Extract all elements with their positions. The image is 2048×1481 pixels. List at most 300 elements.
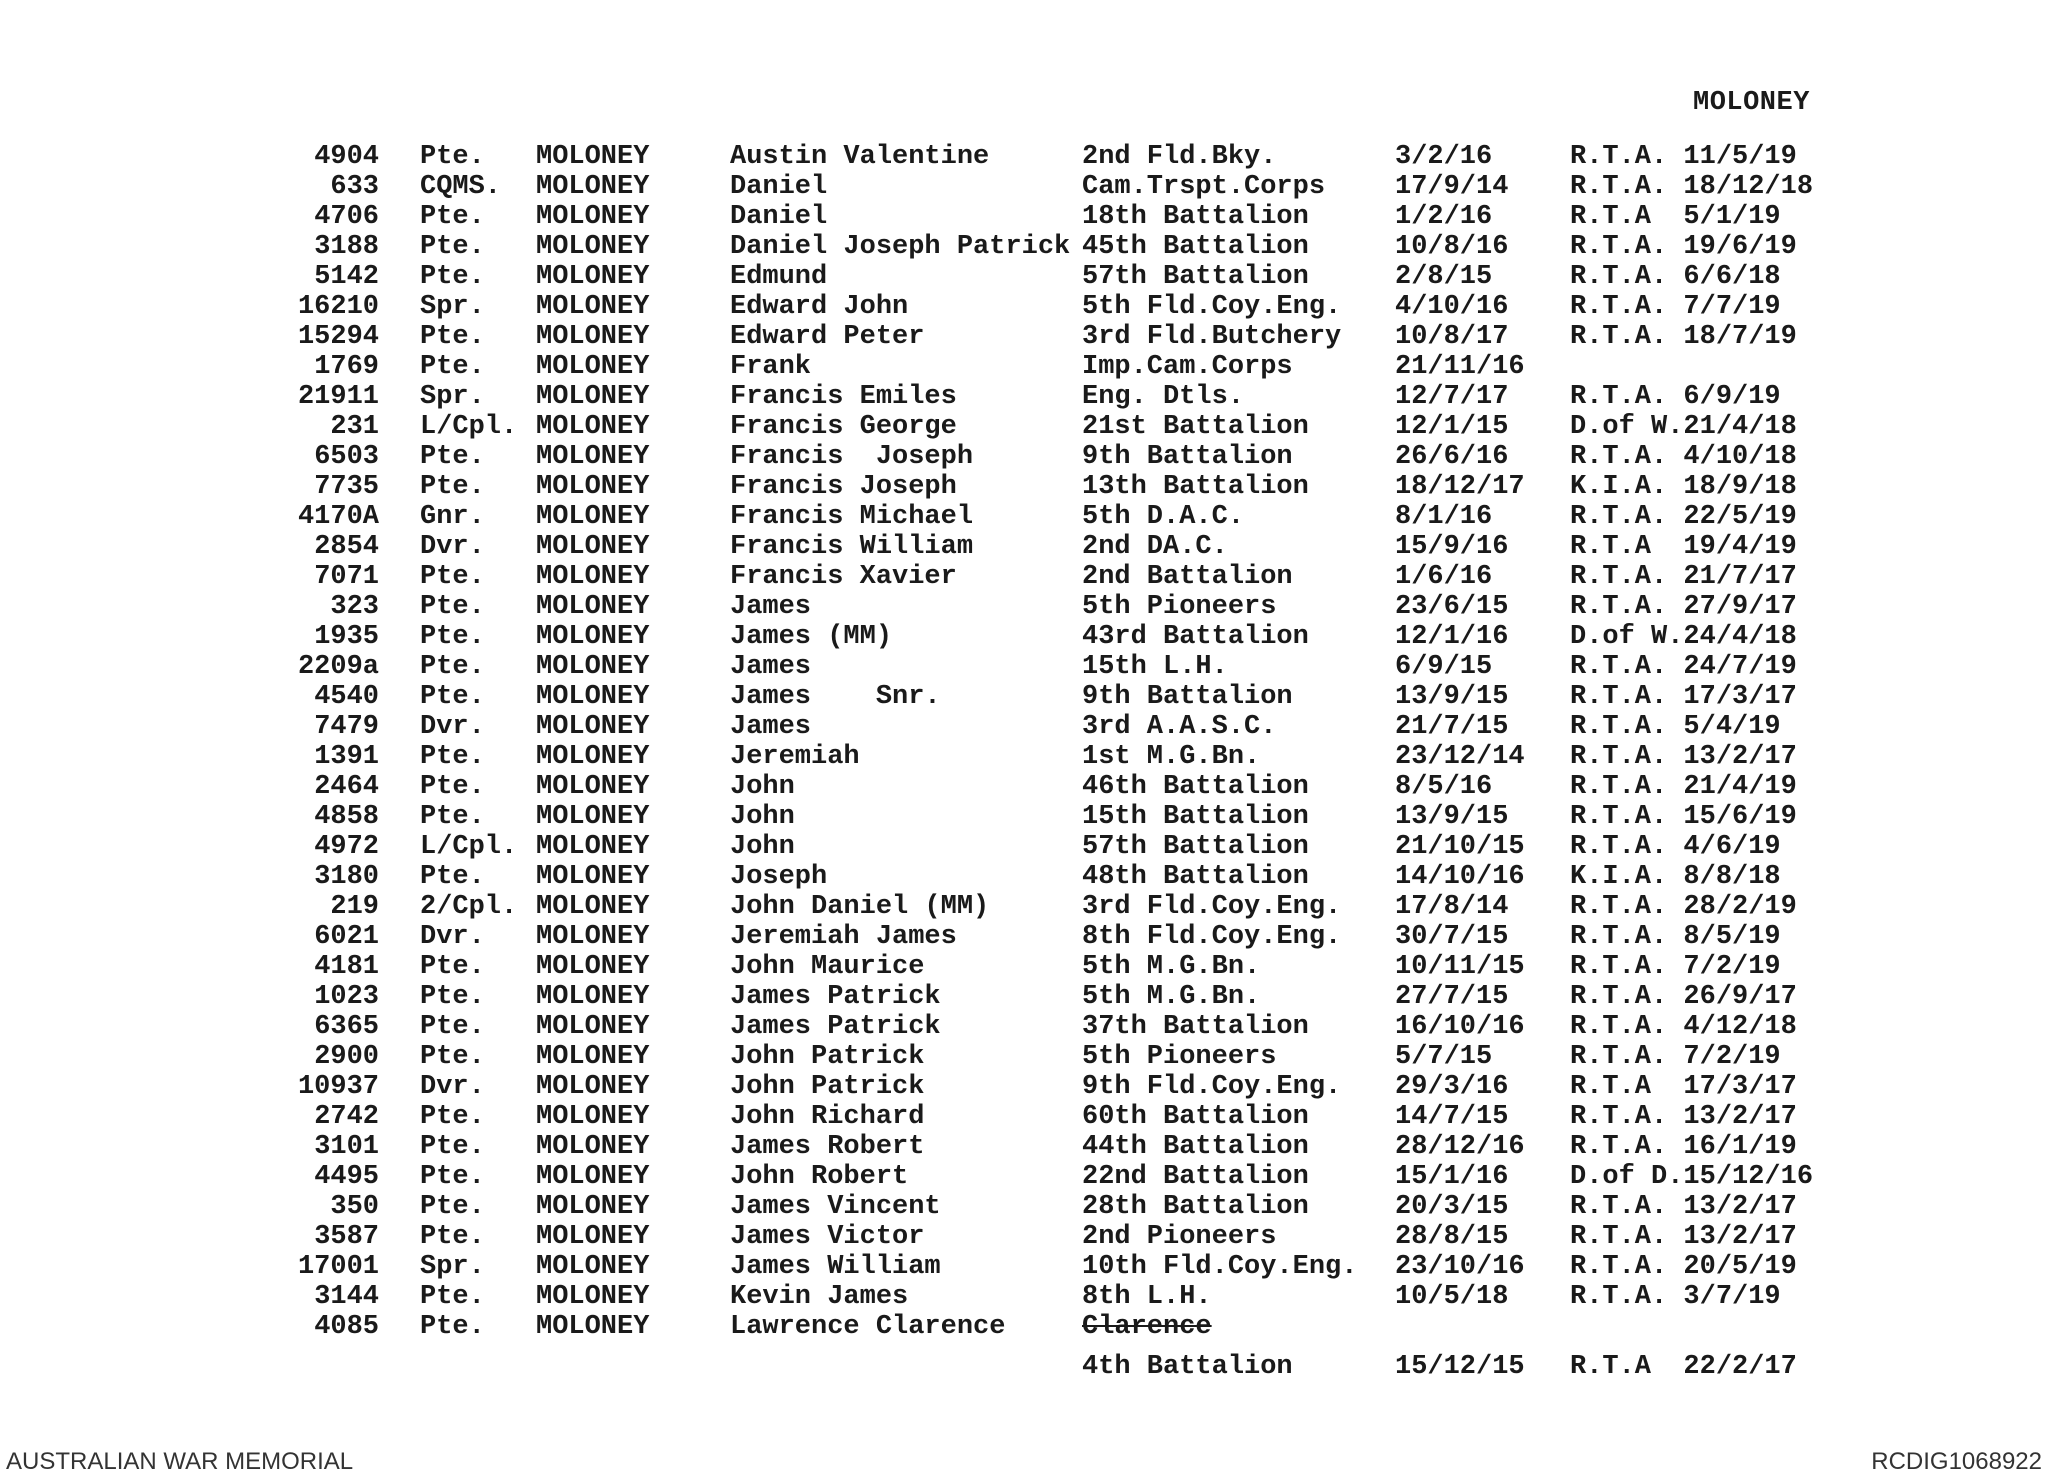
cell-unit: 3rd Fld.Butchery: [1082, 322, 1342, 352]
cell-unit: 48th Battalion: [1082, 862, 1309, 892]
cell-surname: MOLONEY: [536, 1192, 650, 1222]
cell-service-number: 4858: [314, 802, 379, 832]
table-row: [0, 1012, 2048, 1042]
cell-rank: Pte.: [420, 772, 485, 802]
cell-surname: MOLONEY: [536, 262, 650, 292]
table-row: [0, 922, 2048, 952]
cell-unit: 22nd Battalion: [1082, 1162, 1309, 1192]
cell-service-number: 4904: [314, 142, 379, 172]
cell-service-number: 2854: [314, 532, 379, 562]
cell-rank: CQMS.: [420, 172, 502, 202]
cell-surname: MOLONEY: [536, 472, 650, 502]
cell-fate: D.of W.21/4/18: [1570, 412, 1797, 442]
cell-given-names: John Richard: [730, 1102, 925, 1132]
cell-enlistment-date: 27/7/15: [1395, 982, 1509, 1012]
table-row: [0, 952, 2048, 982]
cell-enlistment-date: 10/8/16: [1395, 232, 1509, 262]
cell-service-number: 4972: [314, 832, 379, 862]
cell-service-number: 2464: [314, 772, 379, 802]
cell-unit: 5th M.G.Bn.: [1082, 982, 1261, 1012]
cell-fate: R.T.A. 7/7/19: [1570, 292, 1781, 322]
cell-unit: 3rd Fld.Coy.Eng.: [1082, 892, 1342, 922]
cell-surname: MOLONEY: [536, 172, 650, 202]
cell-surname: MOLONEY: [536, 1312, 650, 1342]
cell-service-number: 350: [330, 1192, 379, 1222]
cell-fate: R.T.A. 19/6/19: [1570, 232, 1797, 262]
cell-fate: R.T.A. 6/6/18: [1570, 262, 1781, 292]
cell-service-number: 7735: [314, 472, 379, 502]
table-row: [0, 1162, 2048, 1192]
cell-rank: Pte.: [420, 562, 485, 592]
cell-fate: R.T.A. 13/2/17: [1570, 1102, 1797, 1132]
cell-service-number: 16210: [297, 292, 379, 322]
cell-given-names: John Maurice: [730, 952, 925, 982]
cell-unit: 8th Fld.Coy.Eng.: [1082, 922, 1342, 952]
cell-given-names: John: [730, 772, 795, 802]
cell-enlistment-date: 16/10/16: [1395, 1012, 1525, 1042]
cell-service-number: 5142: [314, 262, 379, 292]
cell-enlistment-date: 29/3/16: [1395, 1072, 1509, 1102]
cell-given-names: John Robert: [730, 1162, 909, 1192]
cell-enlistment-date: 2/8/15: [1395, 262, 1493, 292]
cell-surname: MOLONEY: [536, 1162, 650, 1192]
cell-fate: R.T.A. 13/2/17: [1570, 1222, 1797, 1252]
cell-rank: Spr.: [420, 1252, 485, 1282]
cell-given-names: John: [730, 832, 795, 862]
cell-given-names: Francis William: [730, 532, 974, 562]
cell-rank: Pte.: [420, 442, 485, 472]
cell-given-names: Francis Xavier: [730, 562, 957, 592]
cell-surname: MOLONEY: [536, 922, 650, 952]
cell-surname: MOLONEY: [536, 652, 650, 682]
cell-surname: MOLONEY: [536, 1132, 650, 1162]
cell-fate: R.T.A. 13/2/17: [1570, 1192, 1797, 1222]
cell-enlistment-date: 12/7/17: [1395, 382, 1509, 412]
cell-unit: 18th Battalion: [1082, 202, 1309, 232]
cell-service-number: 21911: [297, 382, 379, 412]
cell-surname: MOLONEY: [536, 1282, 650, 1312]
cell-given-names: James: [730, 652, 812, 682]
cell-service-number: 4085: [314, 1312, 379, 1342]
table-row: [0, 982, 2048, 1012]
cell-given-names: Edmund: [730, 262, 828, 292]
cell-enlistment-date: 15/1/16: [1395, 1162, 1509, 1192]
table-row: [0, 892, 2048, 922]
cell-service-number: 4170A: [297, 502, 379, 532]
cell-surname: MOLONEY: [536, 952, 650, 982]
cell-enlistment-date: 13/9/15: [1395, 682, 1509, 712]
cell-enlistment-date: 8/1/16: [1395, 502, 1493, 532]
table-row: [0, 712, 2048, 742]
cell-enlistment-date: 14/10/16: [1395, 862, 1525, 892]
cell-given-names: John Daniel (MM): [730, 892, 990, 922]
cell-rank: Pte.: [420, 142, 485, 172]
cell-surname: MOLONEY: [536, 1252, 650, 1282]
cell-rank: Pte.: [420, 1012, 485, 1042]
cell-surname: MOLONEY: [536, 442, 650, 472]
table-row: [0, 862, 2048, 892]
cell-given-names: Jeremiah: [730, 742, 860, 772]
cell-fate: R.T.A. 17/3/17: [1570, 682, 1797, 712]
cell-enlistment-date: 21/7/15: [1395, 712, 1509, 742]
table-row: [0, 1072, 2048, 1102]
cell-given-names: James Victor: [730, 1222, 925, 1252]
table-row: [0, 202, 2048, 232]
cell-unit: 9th Fld.Coy.Eng.: [1082, 1072, 1342, 1102]
cell-surname: MOLONEY: [536, 622, 650, 652]
cell-unit: Cam.Trspt.Corps: [1082, 172, 1326, 202]
table-row: [0, 652, 2048, 682]
cell-fate: R.T.A. 22/5/19: [1570, 502, 1797, 532]
cell-service-number: 7071: [314, 562, 379, 592]
cell-surname: MOLONEY: [536, 712, 650, 742]
cell-service-number: 1391: [314, 742, 379, 772]
cell-fate: D.of D.15/12/16: [1570, 1162, 1814, 1192]
cell-enlistment-date: 21/10/15: [1395, 832, 1525, 862]
cell-given-names: James Robert: [730, 1132, 925, 1162]
cell-enlistment-date: 12/1/15: [1395, 412, 1509, 442]
cell-fate: R.T.A. 3/7/19: [1570, 1282, 1781, 1312]
cell-fate: K.I.A. 18/9/18: [1570, 472, 1797, 502]
cell-enlistment-date: 8/5/16: [1395, 772, 1493, 802]
table-row: [0, 232, 2048, 262]
cell-given-names: Francis Joseph: [730, 472, 957, 502]
cell-given-names: Francis Joseph: [730, 442, 974, 472]
table-row: [0, 802, 2048, 832]
cell-service-number: 1935: [314, 622, 379, 652]
table-row: [0, 412, 2048, 442]
table-row: [0, 742, 2048, 772]
cell-unit: 57th Battalion: [1082, 832, 1309, 862]
cell-service-number: 6503: [314, 442, 379, 472]
cell-surname: MOLONEY: [536, 142, 650, 172]
cell-service-number: 6365: [314, 1012, 379, 1042]
cell-unit: 8th L.H.: [1082, 1282, 1212, 1312]
cell-given-names: Daniel Joseph Patrick: [730, 232, 1071, 262]
table-row: [0, 172, 2048, 202]
cell-surname: MOLONEY: [536, 352, 650, 382]
cell-given-names: Frank: [730, 352, 812, 382]
cell-unit: 57th Battalion: [1082, 262, 1309, 292]
cell-surname: MOLONEY: [536, 802, 650, 832]
cell-fate: R.T.A. 16/1/19: [1570, 1132, 1797, 1162]
cell-surname: MOLONEY: [536, 562, 650, 592]
cell-service-number: 231: [330, 412, 379, 442]
cell-rank: Pte.: [420, 802, 485, 832]
cell-rank: Pte.: [420, 202, 485, 232]
cell-enlistment-date: 20/3/15: [1395, 1192, 1509, 1222]
cell-unit: 60th Battalion: [1082, 1102, 1309, 1132]
cell-enlistment-date: 10/8/17: [1395, 322, 1509, 352]
cell-unit: 28th Battalion: [1082, 1192, 1309, 1222]
cell-enlistment-date: 1/6/16: [1395, 562, 1493, 592]
cell-service-number: 2209a: [297, 652, 379, 682]
cell-enlistment-date: 10/11/15: [1395, 952, 1525, 982]
cell-surname: MOLONEY: [536, 592, 650, 622]
cell-surname: MOLONEY: [536, 862, 650, 892]
cell-unit: Clarence: [1082, 1312, 1212, 1342]
cell-given-names: Austin Valentine: [730, 142, 990, 172]
table-row: [0, 472, 2048, 502]
cell-surname: MOLONEY: [536, 412, 650, 442]
cell-given-names: James Patrick: [730, 1012, 941, 1042]
cell-fate: R.T.A. 18/7/19: [1570, 322, 1797, 352]
cell-unit: 44th Battalion: [1082, 1132, 1309, 1162]
cell-fate: R.T.A. 27/9/17: [1570, 592, 1797, 622]
cell-fate: R.T.A. 18/12/18: [1570, 172, 1814, 202]
cell-given-names: Kevin James: [730, 1282, 909, 1312]
cell-service-number: 633: [330, 172, 379, 202]
cell-enlistment-date: 6/9/15: [1395, 652, 1493, 682]
cell-enlistment-date: 4/10/16: [1395, 292, 1509, 322]
table-row: [0, 502, 2048, 532]
table-row: [0, 142, 2048, 172]
cell-enlistment-date: 18/12/17: [1395, 472, 1525, 502]
cell-fate: R.T.A 17/3/17: [1570, 1072, 1797, 1102]
footer-institution: AUSTRALIAN WAR MEMORIAL: [6, 1448, 354, 1475]
cell-given-names: James William: [730, 1252, 941, 1282]
cell-unit: 4th Battalion: [1082, 1352, 1293, 1382]
cell-given-names: Francis Emiles: [730, 382, 957, 412]
cell-enlistment-date: 28/8/15: [1395, 1222, 1509, 1252]
cell-given-names: James Vincent: [730, 1192, 941, 1222]
cell-rank: Pte.: [420, 1132, 485, 1162]
cell-surname: MOLONEY: [536, 202, 650, 232]
cell-fate: R.T.A. 8/5/19: [1570, 922, 1781, 952]
page-header-surname: MOLONEY: [1693, 88, 1810, 118]
cell-fate: R.T.A. 21/4/19: [1570, 772, 1797, 802]
cell-unit: 2nd DA.C.: [1082, 532, 1228, 562]
cell-given-names: Francis George: [730, 412, 957, 442]
cell-rank: Pte.: [420, 1312, 485, 1342]
cell-unit: 46th Battalion: [1082, 772, 1309, 802]
cell-rank: Pte.: [420, 1042, 485, 1072]
cell-given-names: James (MM): [730, 622, 893, 652]
cell-enlistment-date: 15/12/15: [1395, 1352, 1525, 1382]
table-row: [0, 772, 2048, 802]
table-row: [0, 1312, 2048, 1342]
cell-rank: Pte.: [420, 622, 485, 652]
cell-rank: Dvr.: [420, 1072, 485, 1102]
cell-enlistment-date: 1/2/16: [1395, 202, 1493, 232]
cell-unit: 2nd Pioneers: [1082, 1222, 1277, 1252]
cell-rank: Pte.: [420, 592, 485, 622]
cell-service-number: 3101: [314, 1132, 379, 1162]
table-row: [0, 1192, 2048, 1222]
cell-fate: R.T.A. 5/4/19: [1570, 712, 1781, 742]
cell-enlistment-date: 17/9/14: [1395, 172, 1509, 202]
cell-enlistment-date: 13/9/15: [1395, 802, 1509, 832]
cell-rank: Pte.: [420, 1192, 485, 1222]
table-row: [0, 1282, 2048, 1312]
cell-fate: D.of W.24/4/18: [1570, 622, 1797, 652]
table-row: [0, 1222, 2048, 1252]
cell-surname: MOLONEY: [536, 742, 650, 772]
cell-surname: MOLONEY: [536, 322, 650, 352]
cell-rank: Pte.: [420, 262, 485, 292]
cell-service-number: 4181: [314, 952, 379, 982]
cell-fate: R.T.A. 4/12/18: [1570, 1012, 1797, 1042]
cell-surname: MOLONEY: [536, 292, 650, 322]
cell-service-number: 4540: [314, 682, 379, 712]
cell-enlistment-date: 12/1/16: [1395, 622, 1509, 652]
cell-fate: R.T.A 22/2/17: [1570, 1352, 1797, 1382]
cell-rank: Pte.: [420, 682, 485, 712]
cell-surname: MOLONEY: [536, 1222, 650, 1252]
cell-surname: MOLONEY: [536, 1072, 650, 1102]
cell-enlistment-date: 28/12/16: [1395, 1132, 1525, 1162]
cell-rank: Pte.: [420, 862, 485, 892]
cell-unit: 5th M.G.Bn.: [1082, 952, 1261, 982]
cell-unit: Imp.Cam.Corps: [1082, 352, 1293, 382]
cell-fate: R.T.A. 6/9/19: [1570, 382, 1781, 412]
cell-unit: 45th Battalion: [1082, 232, 1309, 262]
cell-given-names: Joseph: [730, 862, 828, 892]
cell-given-names: James Patrick: [730, 982, 941, 1012]
cell-given-names: Edward Peter: [730, 322, 925, 352]
cell-unit: 3rd A.A.S.C.: [1082, 712, 1277, 742]
cell-rank: Pte.: [420, 652, 485, 682]
cell-rank: Pte.: [420, 1282, 485, 1312]
cell-given-names: Edward John: [730, 292, 909, 322]
cell-unit: 13th Battalion: [1082, 472, 1309, 502]
cell-service-number: 3188: [314, 232, 379, 262]
cell-service-number: 3587: [314, 1222, 379, 1252]
cell-given-names: John Patrick: [730, 1072, 925, 1102]
cell-unit: 9th Battalion: [1082, 682, 1293, 712]
cell-surname: MOLONEY: [536, 502, 650, 532]
cell-rank: 2/Cpl.: [420, 892, 518, 922]
cell-enlistment-date: 3/2/16: [1395, 142, 1493, 172]
table-row: [0, 262, 2048, 292]
table-row: [0, 1042, 2048, 1072]
cell-rank: Gnr.: [420, 502, 485, 532]
table-row: [0, 352, 2048, 382]
cell-unit: 5th Fld.Coy.Eng.: [1082, 292, 1342, 322]
cell-given-names: Francis Michael: [730, 502, 974, 532]
cell-enlistment-date: 30/7/15: [1395, 922, 1509, 952]
table-row: [0, 562, 2048, 592]
cell-service-number: 17001: [297, 1252, 379, 1282]
cell-given-names: James Snr.: [730, 682, 941, 712]
cell-enlistment-date: 23/12/14: [1395, 742, 1525, 772]
cell-service-number: 1023: [314, 982, 379, 1012]
cell-unit: 9th Battalion: [1082, 442, 1293, 472]
cell-fate: R.T.A. 7/2/19: [1570, 1042, 1781, 1072]
cell-surname: MOLONEY: [536, 1102, 650, 1132]
cell-fate: R.T.A. 26/9/17: [1570, 982, 1797, 1012]
cell-given-names: Lawrence Clarence: [730, 1312, 1006, 1342]
cell-given-names: John Patrick: [730, 1042, 925, 1072]
cell-enlistment-date: 14/7/15: [1395, 1102, 1509, 1132]
cell-rank: L/Cpl.: [420, 832, 518, 862]
cell-fate: R.T.A. 13/2/17: [1570, 742, 1797, 772]
cell-service-number: 2742: [314, 1102, 379, 1132]
cell-unit: 37th Battalion: [1082, 1012, 1309, 1042]
table-row: [0, 322, 2048, 352]
cell-rank: Dvr.: [420, 712, 485, 742]
cell-fate: R.T.A. 24/7/19: [1570, 652, 1797, 682]
cell-service-number: 1769: [314, 352, 379, 382]
table-row: [0, 532, 2048, 562]
cell-rank: Pte.: [420, 742, 485, 772]
cell-surname: MOLONEY: [536, 1042, 650, 1072]
table-row: [0, 832, 2048, 862]
cell-unit: 10th Fld.Coy.Eng.: [1082, 1252, 1358, 1282]
cell-surname: MOLONEY: [536, 832, 650, 862]
table-row: [0, 382, 2048, 412]
cell-fate: K.I.A. 8/8/18: [1570, 862, 1781, 892]
cell-unit: 21st Battalion: [1082, 412, 1309, 442]
cell-unit: 15th Battalion: [1082, 802, 1309, 832]
cell-surname: MOLONEY: [536, 982, 650, 1012]
cell-enlistment-date: 23/10/16: [1395, 1252, 1525, 1282]
cell-rank: Spr.: [420, 292, 485, 322]
cell-service-number: 3180: [314, 862, 379, 892]
cell-rank: Pte.: [420, 472, 485, 502]
cell-service-number: 6021: [314, 922, 379, 952]
cell-service-number: 2900: [314, 1042, 379, 1072]
table-row: [0, 592, 2048, 622]
cell-rank: L/Cpl.: [420, 412, 518, 442]
cell-rank: Pte.: [420, 952, 485, 982]
cell-rank: Spr.: [420, 382, 485, 412]
cell-surname: MOLONEY: [536, 892, 650, 922]
table-row: [0, 682, 2048, 712]
cell-fate: R.T.A. 28/2/19: [1570, 892, 1797, 922]
cell-rank: Pte.: [420, 982, 485, 1012]
cell-surname: MOLONEY: [536, 532, 650, 562]
cell-enlistment-date: 26/6/16: [1395, 442, 1509, 472]
cell-fate: R.T.A. 11/5/19: [1570, 142, 1797, 172]
cell-service-number: 219: [330, 892, 379, 922]
cell-given-names: Jeremiah James: [730, 922, 957, 952]
cell-service-number: 4495: [314, 1162, 379, 1192]
cell-surname: MOLONEY: [536, 772, 650, 802]
cell-given-names: James: [730, 592, 812, 622]
cell-enlistment-date: 5/7/15: [1395, 1042, 1493, 1072]
cell-surname: MOLONEY: [536, 232, 650, 262]
cell-fate: R.T.A. 4/10/18: [1570, 442, 1797, 472]
cell-service-number: 4706: [314, 202, 379, 232]
table-row: [0, 292, 2048, 322]
cell-surname: MOLONEY: [536, 682, 650, 712]
cell-surname: MOLONEY: [536, 1012, 650, 1042]
table-row: [0, 1352, 2048, 1382]
cell-unit: 2nd Fld.Bky.: [1082, 142, 1277, 172]
table-row: [0, 442, 2048, 472]
cell-fate: R.T.A. 7/2/19: [1570, 952, 1781, 982]
cell-enlistment-date: 17/8/14: [1395, 892, 1509, 922]
cell-unit: 5th Pioneers: [1082, 1042, 1277, 1072]
cell-enlistment-date: 10/5/18: [1395, 1282, 1509, 1312]
cell-unit: Eng. Dtls.: [1082, 382, 1245, 412]
cell-rank: Dvr.: [420, 532, 485, 562]
cell-service-number: 10937: [297, 1072, 379, 1102]
cell-service-number: 15294: [297, 322, 379, 352]
cell-fate: R.T.A 19/4/19: [1570, 532, 1797, 562]
cell-service-number: 3144: [314, 1282, 379, 1312]
cell-given-names: Daniel: [730, 172, 828, 202]
cell-service-number: 323: [330, 592, 379, 622]
cell-rank: Pte.: [420, 1162, 485, 1192]
cell-given-names: John: [730, 802, 795, 832]
cell-given-names: Daniel: [730, 202, 828, 232]
footer-record-id: RCDIG1068922: [1871, 1448, 2042, 1475]
cell-fate: R.T.A 5/1/19: [1570, 202, 1781, 232]
cell-enlistment-date: 21/11/16: [1395, 352, 1525, 382]
cell-fate: R.T.A. 15/6/19: [1570, 802, 1797, 832]
